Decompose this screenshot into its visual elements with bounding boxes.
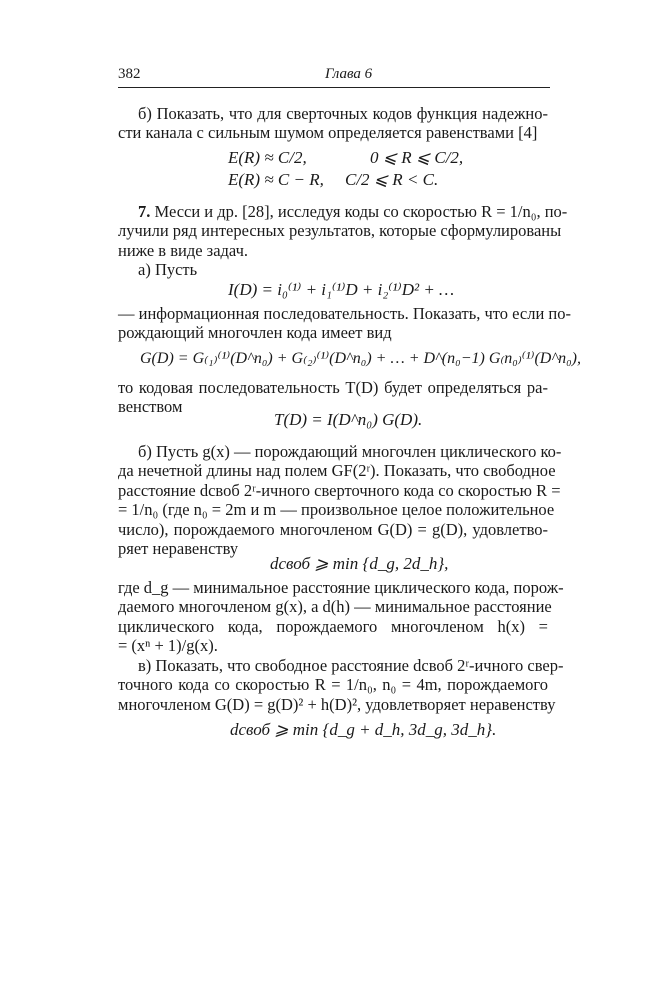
item-7-line1: Месси и др. [28], исследуя коды со скоростью R = 1/n₀, по- (154, 202, 568, 221)
part-c (118, 656, 564, 714)
text-line: многочленом G(D) = g(D)² + h(D)², удовлетворяет неравенству (118, 694, 556, 714)
text-line (118, 202, 568, 221)
text-line: где d_g — минимальное расстояние циклического кода, порож- (118, 578, 564, 597)
text-line: число), порождаемого многочленом G(D) = g(D), удовлетво- (118, 519, 548, 539)
header-rule (118, 87, 550, 88)
text-line: циклического кода, порождаемого многочленом h(x) = (118, 616, 548, 636)
text-line: б) Показать, что для сверточных кодов функция надежно- (138, 104, 548, 123)
text-line: сти канала с сильным шумом определяется равенствами [4] (118, 123, 538, 143)
equation-er-row2-right: C/2 ⩽ R < C. (345, 170, 439, 189)
paragraph-b1 (118, 104, 548, 143)
text-line: б) Пусть g(x) — порождающий многочлен циклического ко- (138, 442, 562, 461)
text-line: то кодовая последовательность T(D) будет определяться ра- (118, 378, 548, 397)
item-number: 7. (138, 202, 151, 221)
text-line: ряет неравенству (118, 539, 239, 559)
running-title: Глава 6 (325, 66, 373, 82)
part-a-label: а) Пусть (138, 260, 198, 279)
text-line: лучили ряд интересных результатов, которые сформулированы (118, 221, 562, 241)
equation-er-row1-left: E(R) ≈ C/2, (228, 148, 307, 167)
text-line: даемого многочленом g(x), а d(h) — минимальное расстояние (118, 597, 552, 617)
equation-dfree2: dсвоб ⩾ min {d_g + d_h, 3d_g, 3d_h}. (230, 720, 497, 739)
text-line: — информационная последовательность. Показать, что если по- (118, 304, 571, 323)
text-line: = (xⁿ + 1)/g(x). (118, 636, 218, 656)
item-7 (118, 202, 568, 260)
text-line: = 1/n₀ (где n₀ = 2m и m — произвольное целое положительное (118, 500, 555, 520)
equation-id: I(D) = i₀⁽¹⁾ + i₁⁽¹⁾D + i₂⁽¹⁾D² + … (228, 280, 455, 299)
text-line: в) Показать, что свободное расстояние dсвоб 2ʳ-ичного свер- (138, 656, 564, 675)
equation-dfree1: dсвоб ⩾ min {d_g, 2d_h}, (270, 554, 449, 573)
paragraph-info (118, 304, 571, 343)
text-line: рождающий многочлен кода имеет вид (118, 323, 392, 343)
paragraph-where (118, 578, 564, 656)
equation-td: T(D) = I(D^n₀) G(D). (274, 410, 423, 429)
text-line: точного кода со скоростью R = 1/n₀, n₀ = 4m, порождаемого (118, 675, 548, 695)
equation-gd: G(D) = G₍₁₎⁽¹⁾(D^n₀) + G₍₂₎⁽¹⁾(D^n₀) + … + D^(n₀−1) G₍n₀₎⁽¹⁾(D^n₀), (140, 350, 581, 367)
page-header (118, 60, 550, 84)
text-line: расстояние dсвоб 2ʳ-ичного сверточного кода со скоростью R = (118, 480, 561, 500)
equation-er-row1-right: 0 ⩽ R ⩽ C/2, (370, 148, 464, 167)
equation-er-row2-left: E(R) ≈ C − R, (228, 170, 324, 189)
text-line: да нечетной длины над полем GF(2ʳ). Показать, что свободное (118, 461, 556, 481)
text-line: ниже в виде задач. (118, 240, 248, 260)
text-line: венством (118, 397, 183, 417)
part-b (118, 442, 562, 559)
page-number: 382 (118, 66, 141, 82)
